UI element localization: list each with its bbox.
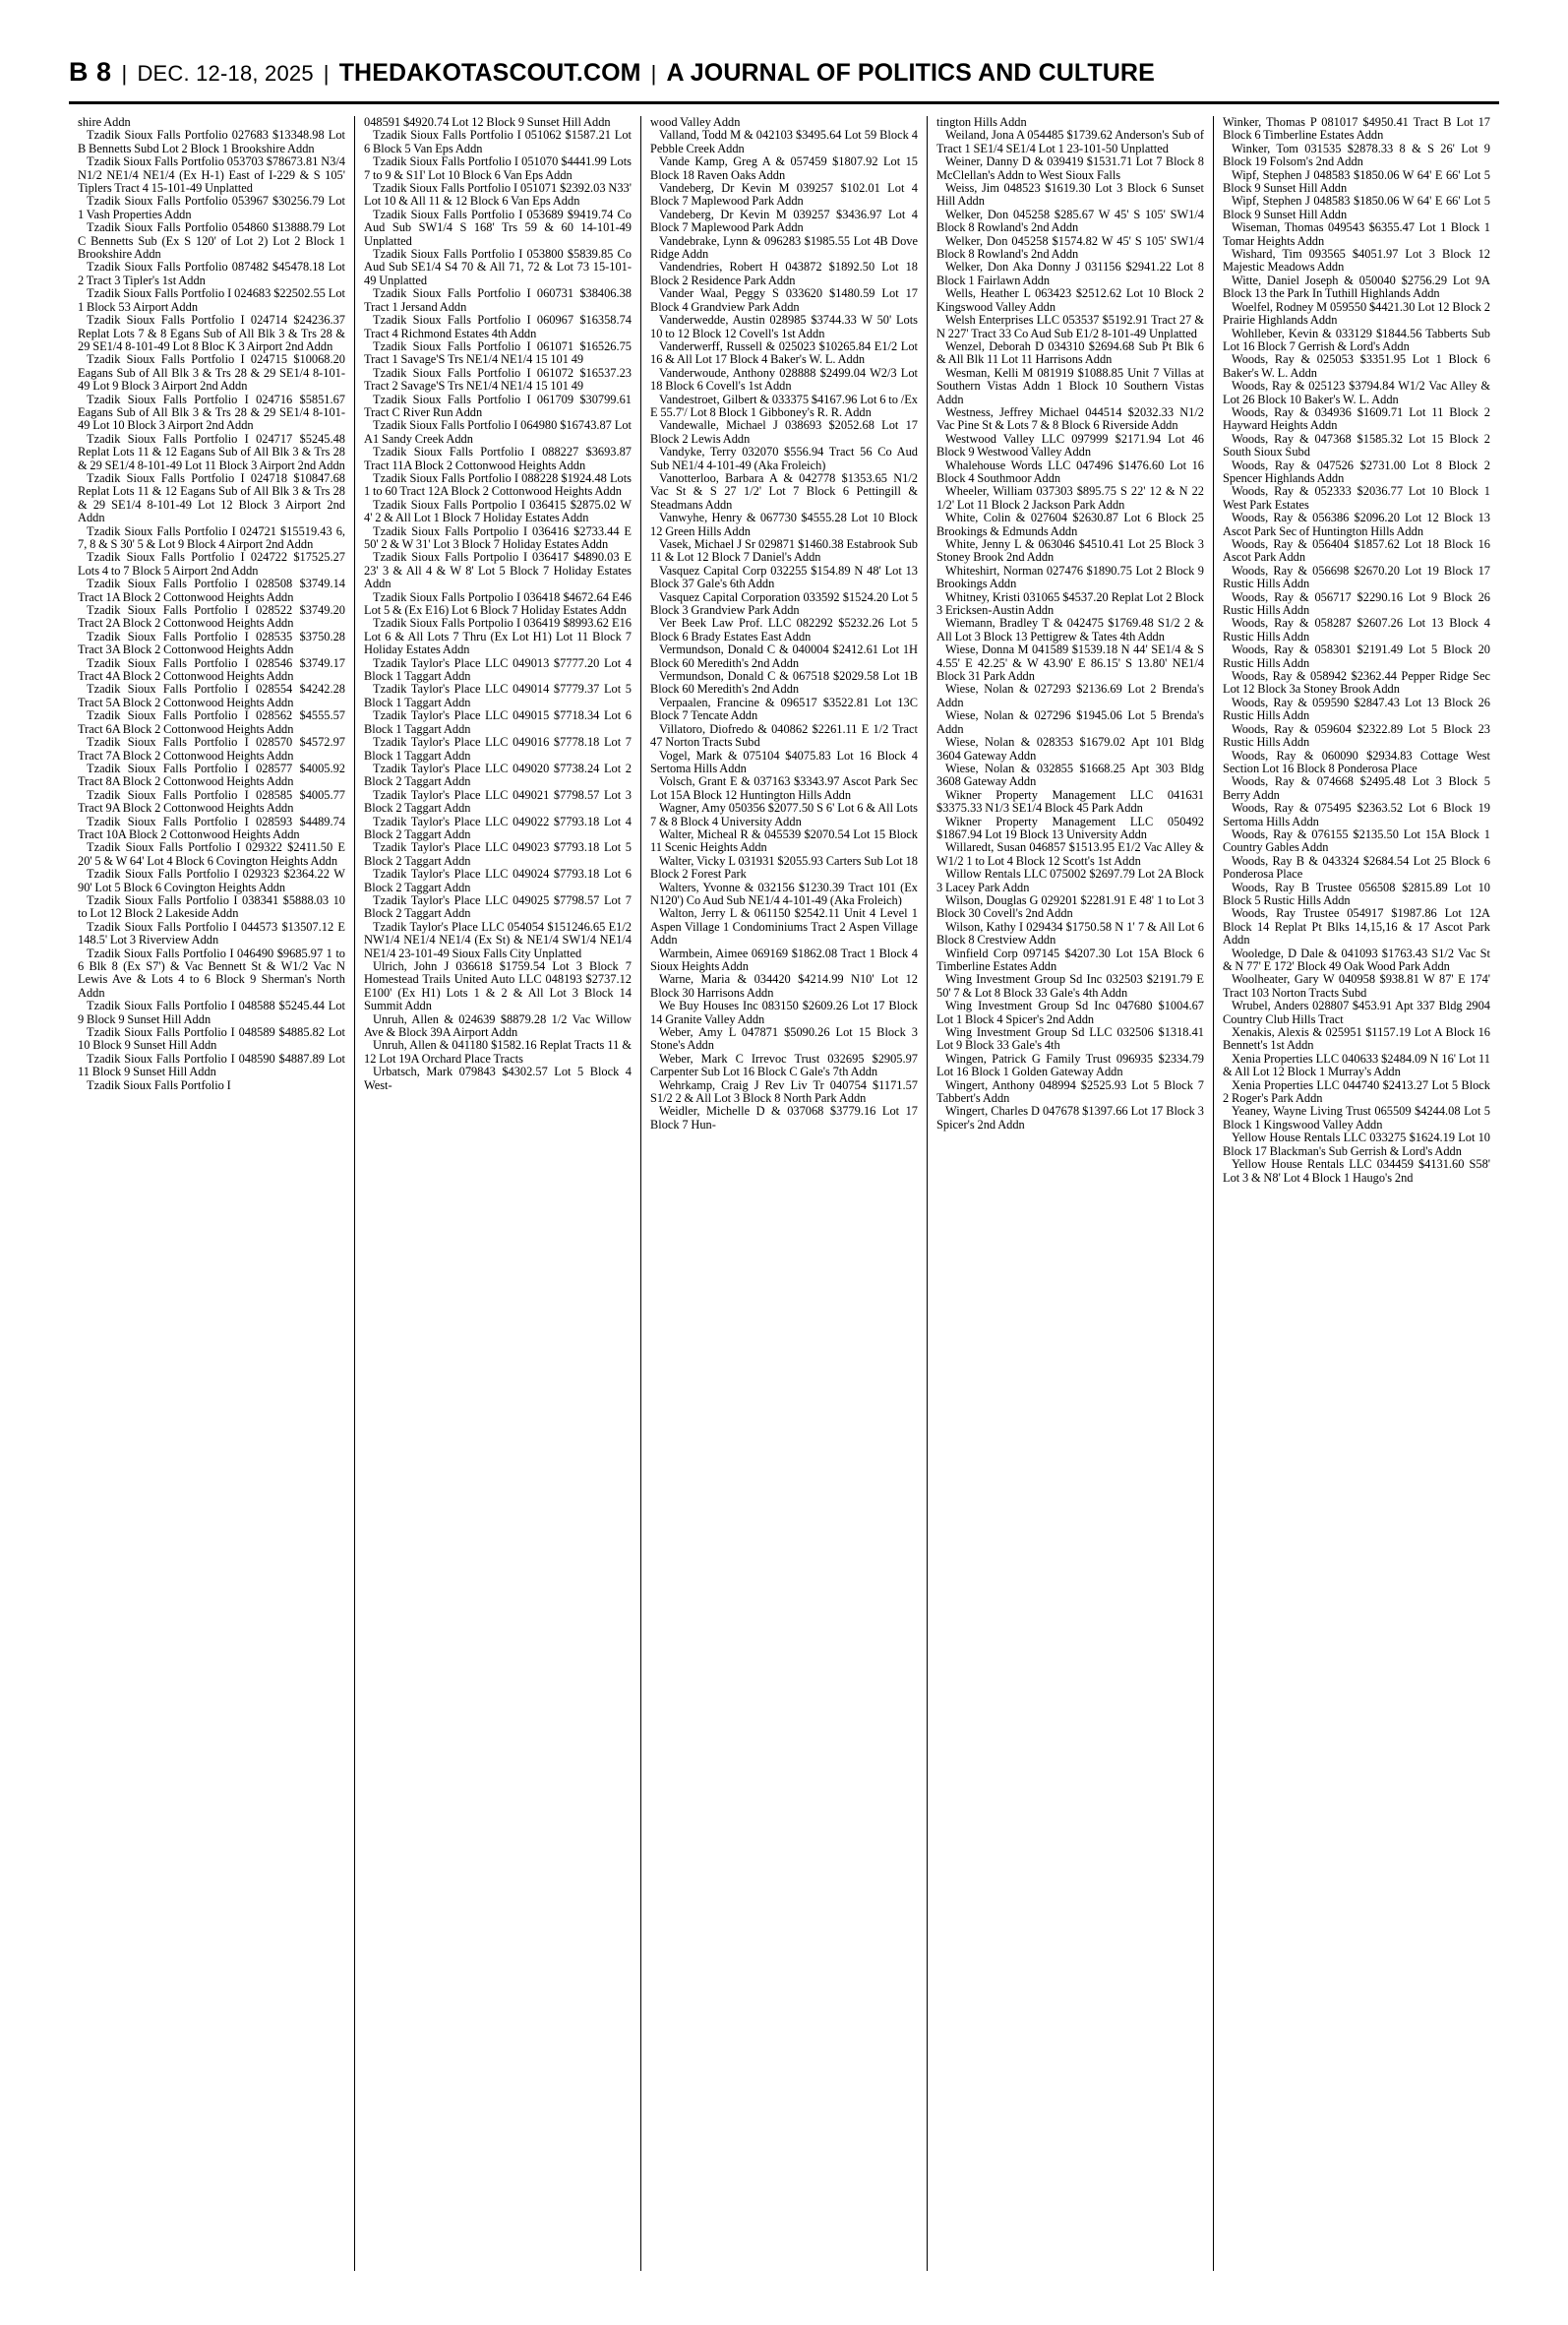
notice-entry: Tzadik Sioux Falls Portfolio 053703 $78673.81 N3/4 N1/2 NE1/4 NE1/4 (Ex H-1) East of I-229 & S 105' Tiplers Tract 4 15-101-49 Unplatted — [78, 154, 345, 196]
notice-entry: Tzadik Sioux Falls Portfolio I 028562 $4555.57 Tract 6A Block 2 Cottonwood Heights Addn — [78, 708, 345, 736]
notice-entry: Woods, Ray & 059604 $2322.89 Lot 5 Block 23 Rustic Hills Addn — [1223, 721, 1490, 750]
notice-entry: Walton, Jerry L & 061150 $2542.11 Unit 4 Level 1 Aspen Village 1 Condominiums Tract 2 Aspen Village Addn — [650, 906, 918, 948]
notice-entry: Xenia Properties LLC 044740 $2413.27 Lot 5 Block 2 Roger's Park Addn — [1223, 1077, 1490, 1106]
notice-entry: Ulrich, John J 036618 $1759.54 Lot 3 Block 7 Homestead Trails United Auto LLC 048193 $2737.12 E100' (Ex H1) Lots 1 & 2 & All Lot 3 Block 14 Summit Addn — [364, 959, 632, 1013]
notice-entry: Woods, Ray & 056386 $2096.20 Lot 12 Block 13 Ascot Park Sec of Huntington Hills Addn — [1223, 511, 1490, 538]
notice-entry: Woods, Ray & 052333 $2036.77 Lot 10 Block 1 West Park Estates — [1223, 484, 1490, 512]
notice-entry: Volsch, Grant E & 037163 $3343.97 Ascot Park Sec Lot 15A Block 12 Huntington Hills Addn — [650, 774, 918, 802]
notice-entry: Tzadik Sioux Falls Portfolio 027683 $13348.98 Lot B Bennetts Subd Lot 2 Block 1 Brookshire Addn — [78, 128, 345, 155]
text-column-4 — [927, 116, 1213, 2271]
notice-entry: Tzadik Sioux Falls Portfolio I 061709 $30799.61 Tract C River Run Addn — [364, 392, 632, 419]
notice-entry: Wipf, Stephen J 048583 $1850.06 W 64' E 66' Lot 5 Block 9 Sunset Hill Addn — [1223, 194, 1490, 221]
notice-entry: White, Colin & 027604 $2630.87 Lot 6 Block 25 Brookings & Edmunds Addn — [936, 511, 1204, 538]
notice-entry: Tzadik Sioux Falls Portfolio I 028508 $3749.14 Tract 1A Block 2 Cottonwood Heights Addn — [78, 577, 345, 604]
notice-entry: Wing Investment Group Sd Inc 047680 $1004.67 Lot 1 Block 4 Spicer's 2nd Addn — [936, 999, 1204, 1026]
notice-entry: Wiese, Donna M 041589 $1539.18 N 44' SE1/4 & S 4.55' E 42.25' & W 43.90' E 86.15' S 13.80' NE1/4 Block 31 Park Addn — [936, 642, 1204, 684]
notice-entry: Tzadik Taylor's Place LLC 049020 $7738.24 Lot 2 Block 2 Taggart Addn — [364, 761, 632, 789]
notice-entry: Whalehouse Words LLC 047496 $1476.60 Lot 16 Block 4 Southmoor Addn — [936, 458, 1204, 485]
notice-entry: Tzadik Sioux Falls Portfolio I 046490 $9685.97 1 to 6 Blk 8 (Ex S7') & Vac Bennett St & W1/2 Vac N Lewis Ave & Lots 4 to 6 Block 9 Sherman's North Addn — [78, 946, 345, 1000]
notice-entry: Wells, Heather L 063423 $2512.62 Lot 10 Block 2 Kingswood Valley Addn — [936, 286, 1204, 314]
notice-entry: Weiner, Danny D & 039419 $1531.71 Lot 7 Block 8 McClellan's Addn to West Sioux Falls — [936, 154, 1204, 182]
notice-entry: Tzadik Taylor's Place LLC 049025 $7798.57 Lot 7 Block 2 Taggart Addn — [364, 892, 632, 921]
notice-entry: Woods, Ray & 074668 $2495.48 Lot 3 Block 5 Berry Addn — [1223, 774, 1490, 802]
notice-entry: Vanderwedde, Austin 028985 $3744.33 W 50' Lots 10 to 12 Block 12 Covell's 1st Addn — [650, 313, 918, 340]
notice-entry: Weidler, Michelle D & 037068 $3779.16 Lot 17 Block 7 Hun- — [650, 1104, 918, 1132]
notice-entry: Tzadik Sioux Falls Portfolio I — [87, 1077, 231, 1092]
notice-entry: Winker, Tom 031535 $2878.33 8 & S 26' Lot 9 Block 19 Folsom's 2nd Addn — [1223, 141, 1490, 169]
notice-entry: Tzadik Sioux Falls Portpolio I 036415 $2875.02 W 4' 2 & All Lot 1 Block 7 Holiday Estates Addn — [364, 497, 632, 525]
notice-entry: Woods, Ray & 060090 $2934.83 Cottage West Section Lot 16 Block 8 Ponderosa Place — [1223, 748, 1490, 775]
notice-entry: Tzadik Sioux Falls Portfolio 054860 $13888.79 Lot C Bennetts Sub (Ex S 120' of Lot 2) Lot 2 Block 1 Brookshire Addn — [78, 220, 345, 262]
notice-entry: Tzadik Sioux Falls Portfolio I 048589 $4885.82 Lot 10 Block 9 Sunset Hill Addn — [78, 1025, 345, 1053]
notice-entry: Welker, Don Aka Donny J 031156 $2941.22 Lot 8 Block 1 Fairlawn Addn — [936, 260, 1204, 287]
notice-entry: Unruh, Allen & 024639 $8879.28 1/2 Vac Willow Ave & Block 39A Airport Addn — [364, 1011, 632, 1040]
notice-entry: Woods, Ray & 058301 $2191.49 Lot 5 Block 20 Rustic Hills Addn — [1223, 642, 1490, 670]
notice-entry: Warmbein, Aimee 069169 $1862.08 Tract 1 Block 4 Sioux Heights Addn — [650, 946, 918, 973]
notice-entry: Woelfel, Rodney M 059550 $4421.30 Lot 12 Block 2 Prairie Highlands Addn — [1223, 299, 1490, 328]
notice-entry: Tzadik Taylor's Place LLC 049024 $7793.18 Lot 6 Block 2 Taggart Addn — [364, 867, 632, 894]
notice-entry: Tzadik Sioux Falls Portfolio I 028546 $3749.17 Tract 4A Block 2 Cottonwood Heights Addn — [78, 655, 345, 684]
notice-entry: Woods, Ray & 025053 $3351.95 Lot 1 Block 6 Baker's W. L. Addn — [1223, 352, 1490, 380]
notice-entry: Wenzel, Deborah D 034310 $2694.68 Sub Pt Blk 6 & All Blk 11 Lot 11 Harrisons Addn — [936, 338, 1204, 367]
notice-entry: Woods, Ray & 047526 $2731.00 Lot 8 Block 2 Spencer Highlands Addn — [1223, 458, 1490, 485]
notice-entry: shire Addn — [78, 115, 131, 129]
notice-entry: Tzadik Sioux Falls Portfolio I 028522 $3749.20 Tract 2A Block 2 Cottonwood Heights Addn — [78, 603, 345, 631]
notice-entry: Tzadik Sioux Falls Portfolio I 024722 $17525.27 Lots 4 to 7 Block 5 Airport 2nd Addn — [78, 550, 345, 578]
notice-entry: Tzadik Taylor's Place LLC 049023 $7793.18 Lot 5 Block 2 Taggart Addn — [364, 840, 632, 868]
notice-entry: Woods, Ray & 075495 $2363.52 Lot 6 Block 19 Sertoma Hills Addn — [1223, 801, 1490, 828]
notice-entry: Wing Investment Group Sd LLC 032506 $1318.41 Lot 9 Block 33 Gale's 4th — [936, 1025, 1204, 1053]
notice-entry: Tzadik Sioux Falls Portfolio I 024718 $10847.68 Replat Lots 11 & 12 Eagans Sub of All Blk 3 & Trs 28 & 29 SE1/4 8-101-49 Lot 12 Block 3 Airport 2nd Addn — [78, 470, 345, 525]
notice-entry: Wiemann, Bradley T & 042475 $1769.48 S1/2 2 & All Lot 3 Block 13 Pettigrew & Tates 4th Addn — [936, 616, 1204, 643]
notice-entry: Verpaalen, Francine & 096517 $3522.81 Lot 13C Block 7 Tencate Addn — [650, 695, 918, 723]
notice-entry: Tzadik Taylor's Place LLC 049014 $7779.37 Lot 5 Block 1 Taggart Addn — [364, 682, 632, 709]
notice-entry: Wing Investment Group Sd Inc 032503 $2191.79 E 50' 7 & Lot 8 Block 33 Gale's 4th Addn — [936, 972, 1204, 1000]
notice-entry: Wohlleber, Kevin & 033129 $1844.56 Tabberts Sub Lot 16 Block 7 Gerrish & Lord's Addn — [1223, 326, 1490, 353]
notice-entry: Tzadik Sioux Falls Portpolio I 036417 $4890.03 E 23' 3 & All 4 & W 8' Lot 5 Block 7 Holiday Estates Addn — [364, 550, 632, 591]
notice-entry: Welsh Enterprises LLC 053537 $5192.91 Tract 27 & N 227' Tract 33 Co Aud Sub E1/2 8-101-49 Unplatted — [936, 313, 1204, 340]
notice-entry: Woods, Ray & 056698 $2670.20 Lot 19 Block 17 Rustic Hills Addn — [1223, 563, 1490, 591]
text-column-1 — [69, 116, 354, 2271]
notice-entry: Tzadik Sioux Falls Portfolio I 028577 $4005.92 Tract 8A Block 2 Cottonwood Heights Addn — [78, 761, 345, 789]
notice-entry: Welker, Don 045258 $1574.82 W 45' S 105' SW1/4 Block 8 Rowland's 2nd Addn — [936, 233, 1204, 262]
notice-entry: Vermundson, Donald C & 067518 $2029.58 Lot 1B Block 60 Meredith's 2nd Addn — [650, 669, 918, 697]
notice-entry: Tzadik Sioux Falls Portpolio I 036416 $2733.44 E 50' 2 & W 31' Lot 3 Block 7 Holiday Estates Addn — [364, 523, 632, 551]
notice-entry: Wikner Property Management LLC 041631 $3375.33 N1/3 SE1/4 Block 45 Park Addn — [936, 787, 1204, 816]
notice-entry: Villatoro, Diofredo & 040862 $2261.11 E 1/2 Tract 47 Norton Tracts Subd — [650, 721, 918, 750]
notice-entry: Wesman, Kelli M 081919 $1088.85 Unit 7 Villas at Southern Vistas Addn 1 Block 10 Southern Vistas Addn — [936, 365, 1204, 406]
notice-entry: Woods, Ray & 056717 $2290.16 Lot 9 Block 26 Rustic Hills Addn — [1223, 589, 1490, 618]
notice-entry: Vanderwerff, Russell & 025023 $10265.84 E1/2 Lot 16 & All Lot 17 Block 4 Baker's W. L. Addn — [650, 338, 918, 367]
notice-entry: Tzadik Sioux Falls Portfolio I 038341 $5888.03 10 to Lot 12 Block 2 Lakeside Addn — [78, 892, 345, 921]
notice-entry: Woods, Ray & 058942 $2362.44 Pepper Ridge Sec Lot 12 Block 3a Stoney Brook Addn — [1223, 669, 1490, 697]
notice-entry: Wheeler, William 037303 $895.75 S 22' 12 & N 22 1/2' Lot 11 Block 2 Jackson Park Addn — [936, 484, 1204, 512]
notice-entry: Warne, Maria & 034420 $4214.99 N10' Lot 12 Block 30 Harrisons Addn — [650, 972, 918, 1000]
notice-entry: Woods, Ray & 059590 $2847.43 Lot 13 Block 26 Rustic Hills Addn — [1223, 695, 1490, 723]
notice-entry: Wiese, Nolan & 027293 $2136.69 Lot 2 Brenda's Addn — [936, 682, 1204, 709]
notice-entry: Vandeberg, Dr Kevin M 039257 $102.01 Lot 4 Block 7 Maplewood Park Addn — [650, 181, 918, 209]
notice-entry: Wehrkamp, Craig J Rev Liv Tr 040754 $1171.57 S1/2 2 & All Lot 3 Block 8 North Park Addn — [650, 1077, 918, 1106]
notice-entry: Yellow House Rentals LLC 033275 $1624.19 Lot 10 Block 17 Blackman's Sub Gerrish & Lord's Addn — [1223, 1131, 1490, 1158]
notice-entry: Vandyke, Terry 032070 $556.94 Tract 56 Co Aud Sub NE1/4 4-101-49 (Aka Froleich) — [650, 445, 918, 472]
folio-number: B 8 — [69, 57, 112, 87]
notice-entry: Vander Waal, Peggy S 033620 $1480.59 Lot 17 Block 4 Grandview Park Addn — [650, 286, 918, 314]
notice-entry: Westness, Jeffrey Michael 044514 $2032.33 N1/2 Vac Pine St & Lots 7 & 8 Block 6 Riverside Addn — [936, 404, 1204, 433]
notice-entry: Tzadik Sioux Falls Portfolio I 028535 $3750.28 Tract 3A Block 2 Cottonwood Heights Addn — [78, 629, 345, 657]
masthead-rule — [69, 101, 1499, 104]
notice-entry: Vande Kamp, Greg A & 057459 $1807.92 Lot 15 Block 18 Raven Oaks Addn — [650, 154, 918, 182]
notice-entry: Tzadik Sioux Falls Portfolio I 028570 $4572.97 Tract 7A Block 2 Cottonwood Heights Addn — [78, 735, 345, 763]
notice-entry: Tzadik Sioux Falls Portfolio I 061071 $16526.75 Tract 1 Savage'S Trs NE1/4 NE1/4 15 101 49 — [364, 338, 632, 367]
notice-entry: Wilson, Douglas G 029201 $2281.91 E 48' 1 to Lot 3 Block 30 Covell's 2nd Addn — [936, 892, 1204, 921]
notice-entry: Vandeberg, Dr Kevin M 039257 $3436.97 Lot 4 Block 7 Maplewood Park Addn — [650, 207, 918, 235]
notice-entry: Tzadik Sioux Falls Portfolio I 053689 $9419.74 Co Aud Sub SW1/4 S 168' Trs 59 & 60 14-101-49 Unplatted — [364, 207, 632, 248]
notice-entry: Woods, Ray & 076155 $2135.50 Lot 15A Block 1 Country Gables Addn — [1223, 826, 1490, 855]
notice-entry: Vanwyhe, Henry & 067730 $4555.28 Lot 10 Block 12 Green Hills Addn — [650, 511, 918, 538]
notice-entry: Vandewalle, Michael J 038693 $2052.68 Lot 17 Block 2 Lewis Addn — [650, 418, 918, 446]
notice-entry: Tzadik Sioux Falls Portfolio I 060731 $38406.38 Tract 1 Jersand Addn — [364, 286, 632, 314]
notice-entry: Tzadik Sioux Falls Portpolio I 036419 $8993.62 E16 Lot 6 & All Lots 7 Thru (Ex Lot H1) Lot 11 Block 7 Holiday Estates Addn — [364, 616, 632, 657]
notice-entry: Woods, Ray B Trustee 056508 $2815.89 Lot 10 Block 5 Rustic Hills Addn — [1223, 880, 1490, 907]
notice-entry: Weber, Amy L 047871 $5090.26 Lot 15 Block 3 Stone's Addn — [650, 1025, 918, 1053]
notice-entry: Tzadik Sioux Falls Portfolio I 048588 $5245.44 Lot 9 Block 9 Sunset Hill Addn — [78, 999, 345, 1026]
notice-entry: Vandebrake, Lynn & 096283 $1985.55 Lot 4B Dove Ridge Addn — [650, 233, 918, 262]
notice-entry: Walters, Yvonne & 032156 $1230.39 Tract 101 (Ex N120') Co Aud Sub NE1/4 4-101-49 (Aka Froleich) — [650, 880, 918, 907]
notice-entry: Woolheater, Gary W 040958 $938.81 W 87' E 174' Tract 103 Norton Tracts Subd — [1223, 972, 1490, 1000]
notice-entry: Tzadik Sioux Falls Portfolio I 061072 $16537.23 Tract 2 Savage'S Trs NE1/4 NE1/4 15 101 49 — [364, 365, 632, 394]
notice-entry: Tzadik Taylor's Place LLC 049021 $7798.57 Lot 3 Block 2 Taggart Addn — [364, 787, 632, 816]
notice-entry: Tzadik Sioux Falls Portfolio I 024716 $5851.67 Eagans Sub of All Blk 3 & Trs 28 & 29 SE1/4 8-101-49 Lot 10 Block 3 Airport 2nd Addn — [78, 392, 345, 433]
notice-entry: Tzadik Sioux Falls Portfolio 053967 $30256.79 Lot 1 Vash Properties Addn — [78, 194, 345, 221]
notice-entry: Willow Rentals LLC 075002 $2697.79 Lot 2A Block 3 Lacey Park Addn — [936, 867, 1204, 894]
notice-entry: Tzadik Sioux Falls Portfolio 087482 $45478.18 Lot 2 Tract 3 Tipler's 1st Addn — [78, 260, 345, 287]
notice-entry: Ver Beek Law Prof. LLC 082292 $5232.26 Lot 5 Block 6 Brady Estates East Addn — [650, 616, 918, 643]
page-masthead — [69, 57, 1499, 101]
notice-entry: Westwood Valley LLC 097999 $2171.94 Lot 46 Block 9 Westwood Valley Addn — [936, 431, 1204, 459]
notice-entry: Tzadik Sioux Falls Portfolio I 051071 $2392.03 N33' Lot 10 & All 11 & 12 Block 6 Van Eps Addn — [364, 181, 632, 209]
notice-entry: Wiese, Nolan & 027296 $1945.06 Lot 5 Brenda's Addn — [936, 708, 1204, 736]
notice-entry: Vanderwoude, Anthony 028888 $2499.04 W2/3 Lot 18 Block 6 Covell's 1st Addn — [650, 365, 918, 394]
text-column-3 — [640, 116, 927, 2271]
notice-entry: Woods, Ray & 056404 $1857.62 Lot 18 Block 16 Ascot Park Addn — [1223, 537, 1490, 565]
notice-entry: Tzadik Sioux Falls Portfolio I 051062 $1587.21 Lot 6 Block 5 Van Eps Addn — [364, 128, 632, 155]
notice-entry: Tzadik Sioux Falls Portfolio I 024717 $5245.48 Replat Lots 11 & 12 Eagans Sub of All Blk 3 & Trs 28 & 29 SE1/4 8-101-49 Lot 11 Block 3 Airport 2nd Addn — [78, 431, 345, 472]
issue-date: DEC. 12-18, 2025 — [137, 61, 314, 86]
notice-entry: Tzadik Sioux Falls Portfolio I 029323 $2364.22 W 90' Lot 5 Block 6 Covington Heights Addn — [78, 867, 345, 894]
notice-entry: Welker, Don 045258 $285.67 W 45' S 105' SW1/4 Block 8 Rowland's 2nd Addn — [936, 207, 1204, 235]
notice-entry: Vanotterloo, Barbara A & 042778 $1353.65 N1/2 Vac St & S 27 1/2' Lot 7 Block 6 Pettingill & Steadmans Addn — [650, 470, 918, 512]
publication-website: THEDAKOTASCOUT.COM — [338, 59, 641, 87]
notice-entry: Winfield Corp 097145 $4207.30 Lot 15A Block 6 Timberline Estates Addn — [936, 946, 1204, 973]
notice-entry: Woods, Ray B & 043324 $2684.54 Lot 25 Block 6 Ponderosa Place — [1223, 853, 1490, 882]
notice-entry: Wooledge, D Dale & 041093 $1763.43 S1/2 Vac St & N 77' E 172' Block 49 Oak Wood Park Addn — [1223, 946, 1490, 973]
notice-entry: 048591 $4920.74 Lot 12 Block 9 Sunset Hill Addn — [364, 115, 611, 129]
notice-entry: Urbatsch, Mark 079843 $4302.57 Lot 5 Block 4 West- — [364, 1065, 632, 1092]
notice-entry: Woods, Ray & 047368 $1585.32 Lot 15 Block 2 South Sioux Subd — [1223, 431, 1490, 459]
notice-entry: We Buy Houses Inc 083150 $2609.26 Lot 17 Block 14 Granite Valley Addn — [650, 999, 918, 1026]
notice-entry: Willaredt, Susan 046857 $1513.95 E1/2 Vac Alley & W1/2 1 to Lot 4 Block 12 Scott's 1st Addn — [936, 840, 1204, 868]
notice-entry: Wishard, Tim 093565 $4051.97 Lot 3 Block 12 Majestic Meadows Addn — [1223, 247, 1490, 275]
notice-entry: Walter, Vicky L 031931 $2055.93 Carters Sub Lot 18 Block 2 Forest Park — [650, 853, 918, 882]
notice-entry: Tzadik Sioux Falls Portfolio I 044573 $13507.12 E 148.5' Lot 3 Riverview Addn — [78, 919, 345, 948]
notice-entry: Wagner, Amy 050356 $2077.50 S 6' Lot 6 & All Lots 7 & 8 Block 4 University Addn — [650, 801, 918, 828]
masthead-separator-2: | — [323, 61, 330, 86]
notice-entry: Witte, Daniel Joseph & 050040 $2756.29 Lot 9A Block 13 the Park In Tuthill Highlands Addn — [1223, 273, 1490, 301]
notice-entry: White, Jenny L & 063046 $4510.41 Lot 25 Block 3 Stoney Brook 2nd Addn — [936, 537, 1204, 565]
notice-entry: Tzadik Sioux Falls Portfolio I 028585 $4005.77 Tract 9A Block 2 Cottonwood Heights Addn — [78, 787, 345, 816]
notice-entry: Woods, Ray Trustee 054917 $1987.86 Lot 12A Block 14 Replat Pt Blks 14,15,16 & 17 Ascot Park Addn — [1223, 906, 1490, 948]
notice-entry: Yellow House Rentals LLC 034459 $4131.60 S58' Lot 3 & N8' Lot 4 Block 1 Haugo's 2nd — [1223, 1157, 1490, 1185]
notice-entry: Wrubel, Anders 028807 $453.91 Apt 337 Bldg 2904 Country Club Hills Tract — [1223, 999, 1490, 1026]
notice-entry: Tzadik Sioux Falls Portfolio I 024683 $22502.55 Lot 1 Block 53 Airport Addn — [78, 286, 345, 314]
notice-entry: Tzadik Sioux Falls Portfolio I 028554 $4242.28 Tract 5A Block 2 Cottonwood Heights Addn — [78, 682, 345, 709]
notice-entry: Tzadik Sioux Falls Portfolio I 064980 $16743.87 Lot A1 Sandy Creek Addn — [364, 418, 632, 446]
notice-entry: Tzadik Sioux Falls Portfolio I 029322 $2411.50 E 20' 5 & W 64' Lot 4 Block 6 Covington Heights Addn — [78, 840, 345, 868]
notice-entry: Walter, Micheal R & 045539 $2070.54 Lot 15 Block 11 Scenic Heights Addn — [650, 826, 918, 855]
notice-entry: Tzadik Sioux Falls Portfolio I 051070 $4441.99 Lots 7 to 9 & S1I' Lot 10 Block 6 Van Eps Addn — [364, 154, 632, 182]
notice-entry: Tzadik Sioux Falls Portfolio I 048590 $4887.89 Lot 11 Block 9 Sunset Hill Addn — [78, 1051, 345, 1079]
notice-entry: Tzadik Sioux Falls Portfolio I 060967 $16358.74 Tract 4 Richmond Estates 4th Addn — [364, 313, 632, 340]
notice-entry: Wikner Property Management LLC 050492 $1867.94 Lot 19 Block 13 University Addn — [936, 814, 1204, 841]
notice-entry: Tzadik Sioux Falls Portfolio I 088227 $3693.87 Tract 11A Block 2 Cottonwood Heights Addn — [364, 445, 632, 472]
notice-entry: Vasquez Capital Corp 032255 $154.89 N 48' Lot 13 Block 37 Gale's 6th Addn — [650, 563, 918, 591]
notice-entry: Tzadik Sioux Falls Portfolio I 024721 $15519.43 6, 7, 8 & S 30' 5 & Lot 9 Block 4 Airport 2nd Addn — [78, 523, 345, 551]
notice-entry: Wiese, Nolan & 028353 $1679.02 Apt 101 Bldg 3604 Gateway Addn — [936, 735, 1204, 763]
notice-entry: Tzadik Sioux Falls Portfolio I 028593 $4489.74 Tract 10A Block 2 Cottonwood Heights Addn — [78, 814, 345, 841]
notice-entry: Tzadik Sioux Falls Portfolio I 024714 $24236.37 Replat Lots 7 & 8 Egans Sub of All Blk 3 & Trs 28 & 29 SE1/4 8-101-49 Lot 8 Bloc K 3 Airport 2nd Addn — [78, 313, 345, 353]
notice-entry: Whitney, Kristi 031065 $4537.20 Replat Lot 2 Block 3 Ericksen-Austin Addn — [936, 589, 1204, 618]
notice-entry: Vasquez Capital Corporation 033592 $1524.20 Lot 5 Block 3 Grandview Park Addn — [650, 589, 918, 618]
notice-entry: Tzadik Taylor's Place LLC 049013 $7777.20 Lot 4 Block 1 Taggart Addn — [364, 655, 632, 684]
notice-entry: Tzadik Taylor's Place LLC 049016 $7778.18 Lot 7 Block 1 Taggart Addn — [364, 735, 632, 763]
notice-entry: Wingert, Anthony 048994 $2525.93 Lot 5 Block 7 Tabbert's Addn — [936, 1077, 1204, 1106]
notice-entry: Xenakis, Alexis & 025951 $1157.19 Lot A Block 16 Bennett's 1st Addn — [1223, 1025, 1490, 1053]
notice-entry: Unruh, Allen & 041180 $1582.16 Replat Tracts 11 & 12 Lot 19A Orchard Place Tracts — [364, 1038, 632, 1066]
notice-entry: Tzadik Sioux Falls Portfolio I 053800 $5839.85 Co Aud Sub SE1/4 S4 70 & All 71, 72 & Lot 73 15-101-49 Unplatted — [364, 247, 632, 287]
notice-entry: Wiese, Nolan & 032855 $1668.25 Apt 303 Bldg 3608 Gateway Addn — [936, 761, 1204, 789]
notice-entry: Vandestroet, Gilbert & 033375 $4167.96 Lot 6 to /Ex E 55.7'/ Lot 8 Block 1 Gibboney's R. R. Addn — [650, 392, 918, 419]
notice-entry: wood Valley Addn — [650, 115, 741, 129]
notice-entry: tington Hills Addn — [936, 115, 1027, 129]
masthead-separator-1: | — [121, 61, 128, 86]
publication-tagline: A JOURNAL OF POLITICS AND CULTURE — [666, 59, 1155, 87]
notice-entry: Vandendries, Robert H 043872 $1892.50 Lot 18 Block 2 Residence Park Addn — [650, 260, 918, 287]
notice-entry: Weiland, Jona A 054485 $1739.62 Anderson's Sub of Tract 1 SE1/4 SE1/4 Lot 1 23-101-50 Unplatted — [936, 128, 1204, 155]
notice-entry: Xenia Properties LLC 040633 $2484.09 N 16' Lot 11 & All Lot 12 Block 1 Murray's Addn — [1223, 1051, 1490, 1079]
notice-entry: Whiteshirt, Norman 027476 $1890.75 Lot 2 Block 9 Brookings Addn — [936, 563, 1204, 591]
text-column-5 — [1213, 116, 1499, 2271]
notice-entry: Vasek, Michael J Sr 029871 $1460.38 Estabrook Sub 11 & Lot 12 Block 7 Daniel's Addn — [650, 537, 918, 565]
notice-entry: Weber, Mark C Irrevoc Trust 032695 $2905.97 Carpenter Sub Lot 16 Block C Gale's 7th Addn — [650, 1051, 918, 1079]
notice-entry: Wiseman, Thomas 049543 $6355.47 Lot 1 Block 1 Tomar Heights Addn — [1223, 220, 1490, 248]
notice-entry: Valland, Todd M & 042103 $3495.64 Lot 59 Block 4 Pebble Creek Addn — [650, 128, 918, 155]
notice-entry: Tzadik Sioux Falls Portpolio I 036418 $4672.64 E46 Lot 5 & (Ex E16) Lot 6 Block 7 Holiday Estates Addn — [364, 589, 632, 618]
text-column-2 — [354, 116, 640, 2271]
notice-entry: Tzadik Taylor's Place LLC 054054 $151246.65 E1/2 NW1/4 NE1/4 NE1/4 (Ex St) & NE1/4 SW1/4 NE1/4 NE1/4 23-101-49 Sioux Falls City Unplatted — [364, 919, 632, 960]
notice-entry: Tzadik Sioux Falls Portfolio I 088228 $1924.48 Lots 1 to 60 Tract 12A Block 2 Cottonwood Heights Addn — [364, 470, 632, 499]
masthead-separator-3: | — [650, 61, 657, 86]
notice-entry: Woods, Ray & 034936 $1609.71 Lot 11 Block 2 Hayward Heights Addn — [1223, 404, 1490, 433]
notice-entry: Woods, Ray & 058287 $2607.26 Lot 13 Block 4 Rustic Hills Addn — [1223, 616, 1490, 643]
notice-entry: Weiss, Jim 048523 $1619.30 Lot 3 Block 6 Sunset Hill Addn — [936, 181, 1204, 209]
notice-entry: Wipf, Stephen J 048583 $1850.06 W 64' E 66' Lot 5 Block 9 Sunset Hill Addn — [1223, 167, 1490, 196]
notice-entry: Winker, Thomas P 081017 $4950.41 Tract B Lot 17 Block 6 Timberline Estates Addn — [1223, 115, 1490, 143]
notice-entry: Wingert, Charles D 047678 $1397.66 Lot 17 Block 3 Spicer's 2nd Addn — [936, 1104, 1204, 1132]
notice-entry: Vermundson, Donald C & 040004 $2412.61 Lot 1H Block 60 Meredith's 2nd Addn — [650, 642, 918, 670]
notice-entry: Vogel, Mark & 075104 $4075.83 Lot 16 Block 4 Sertoma Hills Addn — [650, 748, 918, 775]
legal-notice-columns — [69, 116, 1499, 2271]
notice-entry: Wilson, Kathy I 029434 $1750.58 N 1' 7 & All Lot 6 Block 8 Crestview Addn — [936, 919, 1204, 948]
notice-entry: Tzadik Taylor's Place LLC 049022 $7793.18 Lot 4 Block 2 Taggart Addn — [364, 814, 632, 841]
notice-entry: Woods, Ray & 025123 $3794.84 W1/2 Vac Alley & Lot 26 Block 10 Baker's W. L. Addn — [1223, 379, 1490, 406]
notice-entry: Tzadik Sioux Falls Portfolio I 024715 $10068.20 Eagans Sub of All Blk 3 & Trs 28 & 29 SE1/4 8-101-49 Lot 9 Block 3 Airport 2nd Addn — [78, 352, 345, 394]
notice-entry: Wingen, Patrick G Family Trust 096935 $2334.79 Lot 16 Block 1 Golden Gateway Addn — [936, 1051, 1204, 1079]
notice-entry: Tzadik Taylor's Place LLC 049015 $7718.34 Lot 6 Block 1 Taggart Addn — [364, 708, 632, 736]
notice-entry: Yeaney, Wayne Living Trust 065509 $4244.08 Lot 5 Block 1 Kingswood Valley Addn — [1223, 1104, 1490, 1132]
